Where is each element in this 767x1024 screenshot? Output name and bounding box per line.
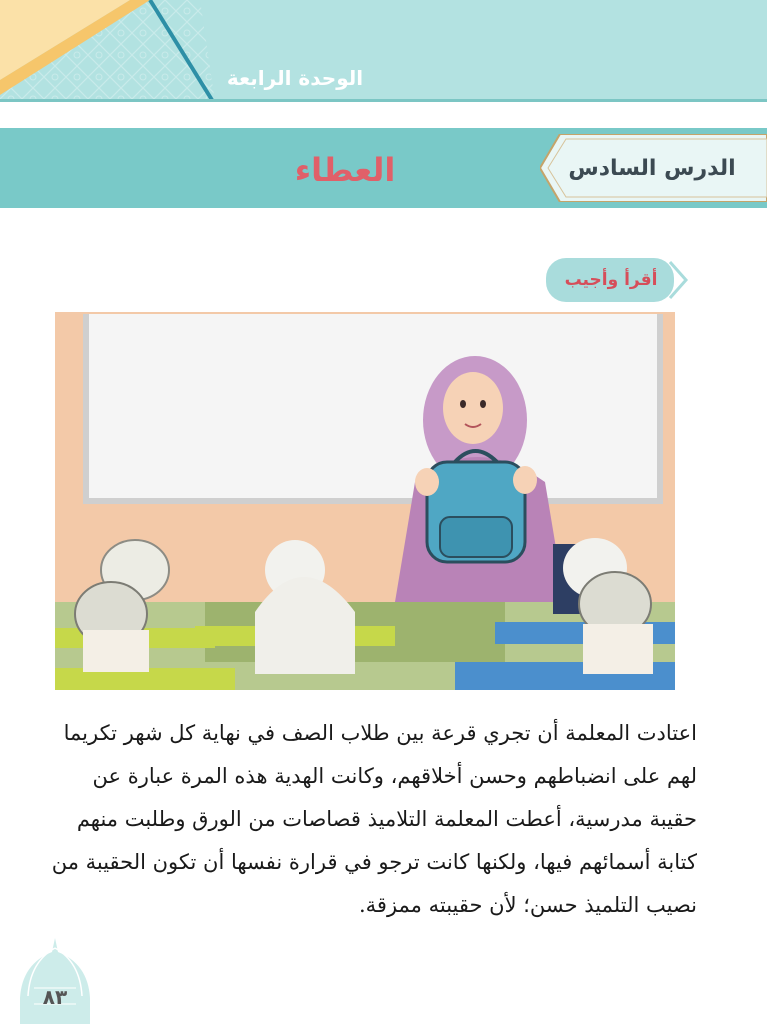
story-line: كتابة أسمائهم فيها، ولكنها كانت ترجو في قرارة نفسها أن تكون الحقيبة من [52,850,697,874]
story-line: اعتادت المعلمة أن تجري قرعة بين طلاب الصف في نهاية كل شهر تكريما [63,721,697,745]
story-line: حقيبة مدرسية، أعطت المعلمة التلاميذ قصاصات من الورق وطلبت منهم [76,807,697,831]
unit-title: الوحدة الرابعة [226,66,364,90]
story-paragraph [52,712,697,927]
story-line: لهم على انضباطهم وحسن أخلاقهم، وكانت الهدية هذه المرة عبارة عن [92,764,697,788]
lesson-number: الدرس السادس [568,156,736,181]
section-label: أقرأ وأجيب [564,270,658,290]
unit-banner [0,0,767,102]
page-number: ٨٣ [42,985,68,1009]
classroom-illustration [55,312,675,690]
lesson-title: العطاء [294,151,396,189]
story-line: نصيب التلميذ حسن؛ لأن حقيبته ممزقة. [358,893,697,917]
unit-banner-stripes [0,0,767,102]
